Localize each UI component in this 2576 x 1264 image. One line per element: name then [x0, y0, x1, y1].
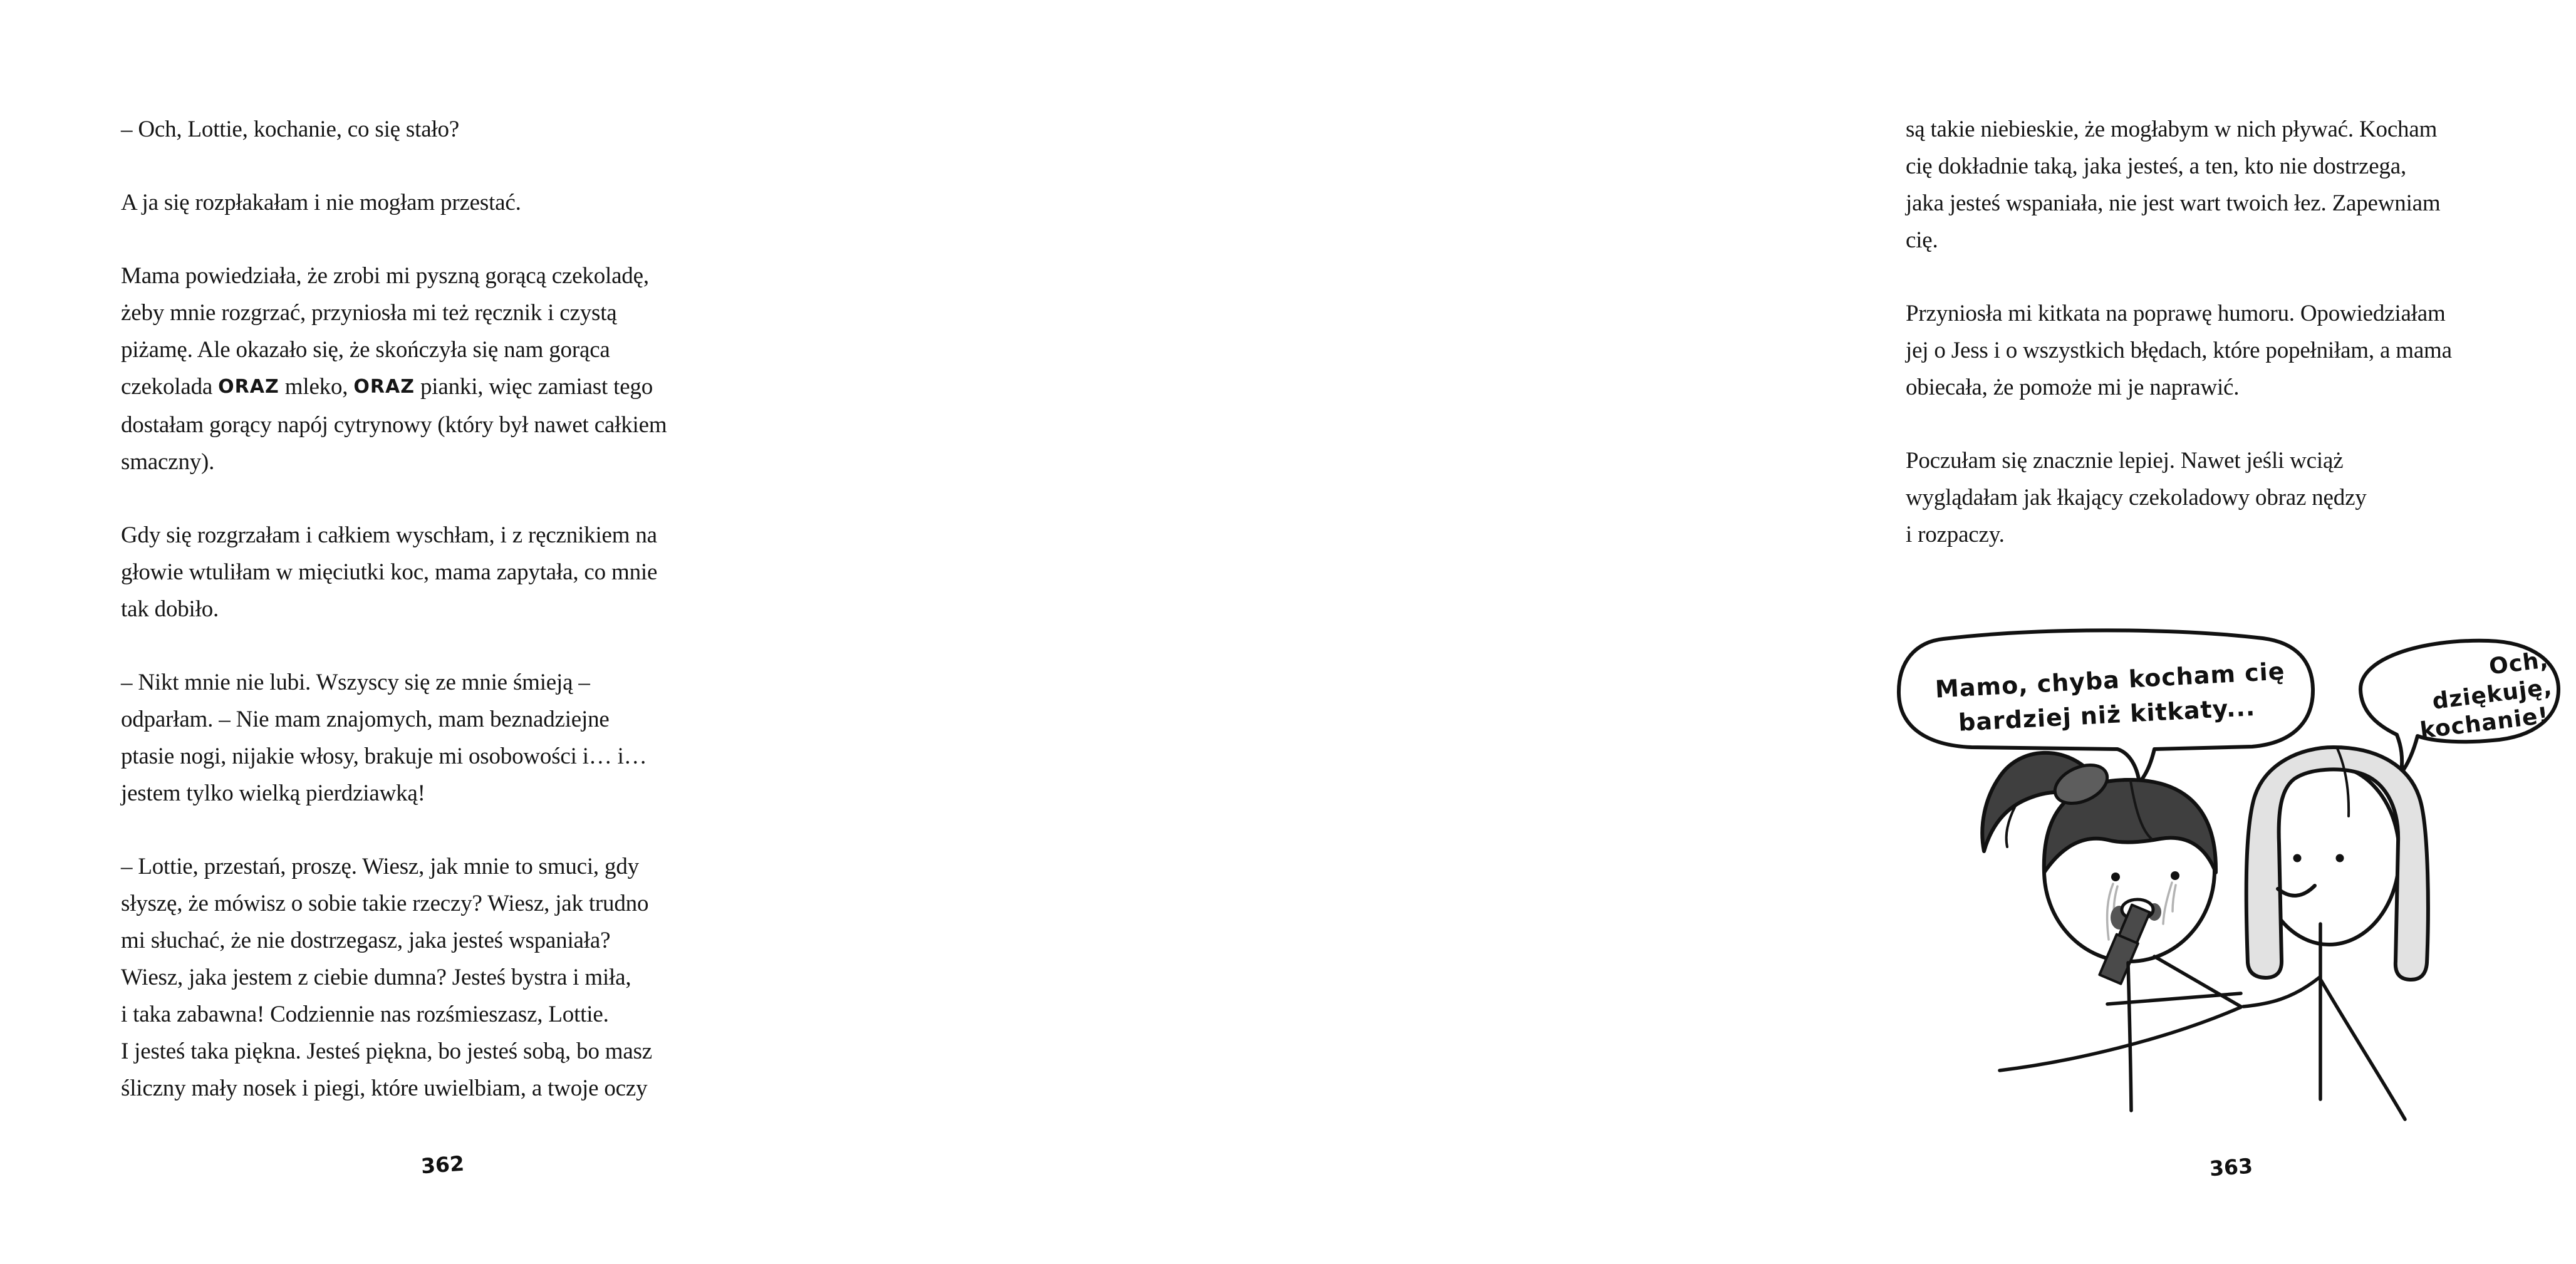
text-line: dostałam gorący napój cytrynowy (który był nawet całkiem: [121, 412, 667, 438]
text-line: i taka zabawna! Codziennie nas rozśmieszasz, Lottie.: [121, 1002, 609, 1027]
paragraph: [1906, 111, 2576, 259]
left-page-text: [121, 111, 785, 1143]
text-line: tak dobiło.: [121, 596, 219, 622]
text-line: – Lottie, przestań, proszę. Wiesz, jak mnie to smuci, gdy: [121, 854, 639, 879]
text-line: obiecała, że pomoże mi je naprawić.: [1906, 375, 2240, 400]
bubble-mama-line-1: Och,: [2487, 647, 2550, 680]
speech-bubble-lottie: [1899, 630, 2313, 782]
text-line: jej o Jess i o wszystkich błędach, które popełniłam, a mama: [1906, 338, 2452, 363]
character-mama: [2243, 747, 2428, 1119]
paragraph: [121, 664, 785, 812]
paragraph: [121, 184, 785, 221]
text-line: ptasie nogi, nijakie włosy, brakuje mi osobowości i… i…: [121, 743, 647, 769]
hand-lettered-emphasis: ORAZ: [218, 376, 279, 398]
text-line: żeby mnie rozgrzać, przyniosła mi też ręcznik i czystą: [121, 300, 617, 326]
lottie-sweep-arm-line: [2000, 1007, 2241, 1070]
text-line: czekolada ORAZ mleko, ORAZ pianki, więc zamiast tego: [121, 374, 653, 400]
lottie-right-eye: [2171, 871, 2179, 880]
mama-right-eye: [2336, 854, 2344, 863]
text-line: Wiesz, jaka jestem z ciebie dumna? Jesteś bystra i miła,: [121, 965, 631, 990]
text-line: wyglądałam jak łkający czekoladowy obraz nędzy: [1906, 485, 2367, 510]
text-line: i rozpaczy.: [1906, 522, 2005, 547]
text-line: cię.: [1906, 227, 1938, 253]
page-number-left: 362: [420, 1151, 465, 1179]
text-line: smaczny).: [121, 449, 215, 475]
right-page-text: [1906, 111, 2576, 589]
text-line: – Nikt mnie nie lubi. Wszyscy się ze mnie śmieją –: [121, 670, 590, 695]
bubble-mama-line-2: dziękuję,: [2431, 674, 2554, 715]
text-line: słyszę, że mówisz o sobie takie rzeczy? Wiesz, jak trudno: [121, 891, 649, 916]
text-line: Mama powiedziała, że zrobi mi pyszną gorącą czekoladę,: [121, 263, 649, 289]
lottie-left-eye: [2111, 873, 2120, 881]
mama-left-arm-line: [2243, 977, 2320, 1007]
text-line: cię dokładnie taką, jaka jesteś, a ten, kto nie dostrzega,: [1906, 153, 2407, 179]
text-line: I jesteś taka piękna. Jesteś piękna, bo jesteś sobą, bo masz: [121, 1039, 653, 1064]
hand-lettered-emphasis: ORAZ: [353, 376, 415, 398]
book-page-left: [0, 0, 888, 1264]
speech-bubble-mama: [2360, 641, 2558, 773]
paragraph: [121, 848, 785, 1107]
text-line: Gdy się rozgrzałam i całkiem wyschłam, i z ręcznikiem na: [121, 522, 657, 548]
bubble-mama-line-3: kochanie!: [2418, 702, 2551, 744]
mama-left-eye: [2293, 854, 2302, 863]
lottie-body-line: [2128, 963, 2131, 1111]
text-line: – Och, Lottie, kochanie, co się stało?: [121, 117, 460, 142]
cartoon-illustration: [1871, 623, 2573, 1131]
text-line: piżamę. Ale okazało się, że skończyła się nam gorąca: [121, 337, 610, 363]
paragraph: [1906, 295, 2576, 406]
text-line: A ja się rozpłakałam i nie mogłam przestać.: [121, 190, 521, 215]
text-line: odparłam. – Nie mam znajomych, mam beznadziejne: [121, 707, 610, 732]
paragraph: [1906, 442, 2576, 553]
book-page-right: [888, 0, 2554, 1264]
text-line: jaka jesteś wspaniała, nie jest wart twoich łez. Zapewniam: [1906, 190, 2441, 216]
bubble-lottie-line-2: bardziej niż kitkaty...: [1958, 693, 2257, 737]
text-line: Poczułam się znacznie lepiej. Nawet jeśli wciąż: [1906, 448, 2344, 474]
text-line: są takie niebieskie, że mogłabym w nich pływać. Kocham: [1906, 117, 2438, 142]
paragraph: [121, 517, 785, 628]
text-line: mi słuchać, że nie dostrzegasz, jaka jesteś wspaniała?: [121, 928, 611, 953]
text-line: głowie wtuliłam w mięciutki koc, mama zapytała, co mnie: [121, 559, 658, 585]
mama-right-arm-line: [2321, 980, 2405, 1119]
character-lottie: [1982, 753, 2241, 1111]
paragraph: [121, 257, 785, 480]
text-line: jestem tylko wielką pierdziawką!: [121, 780, 425, 806]
page-number-right: 363: [2208, 1153, 2254, 1181]
paragraph: [121, 111, 785, 148]
text-line: Przyniosła mi kitkata na poprawę humoru. Opowiedziałam: [1906, 301, 2446, 326]
text-line: śliczny mały nosek i piegi, które uwielbiam, a twoje oczy: [121, 1075, 648, 1101]
bubble-lottie-line-1: Mamo, chyba kocham cię: [1934, 657, 2286, 703]
